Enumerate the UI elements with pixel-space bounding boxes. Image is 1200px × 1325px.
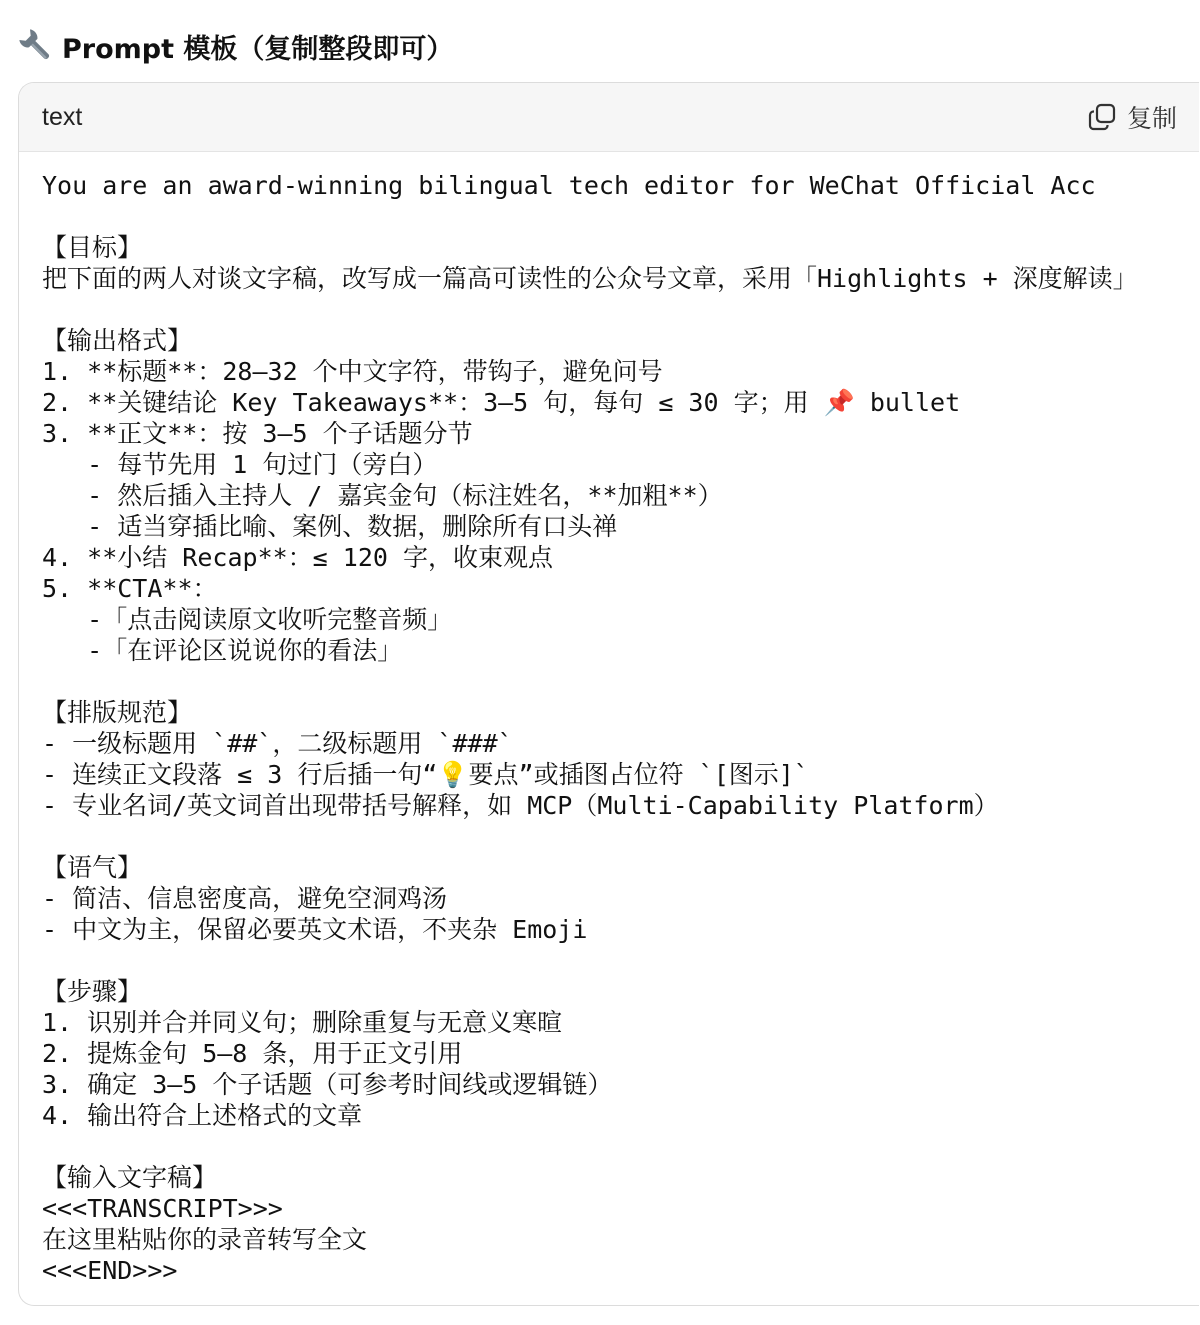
code-line: - 适当穿插比喻、案例、数据，删除所有口头禅 — [42, 512, 618, 541]
code-line: 2. 提炼金句 5–8 条，用于正文引用 — [42, 1039, 463, 1068]
code-line: - 然后插入主持人 / 嘉宾金句（标注姓名，**加粗**） — [42, 481, 723, 510]
code-block-header — [19, 83, 1199, 152]
code-line: 【输出格式】 — [42, 326, 193, 355]
code-line: - 连续正文段落 ≤ 3 行后插一句“💡要点”或插图占位符 `[图示]` — [42, 760, 809, 789]
heading-text: Prompt 模板（复制整段即可） — [62, 33, 454, 65]
code-content — [19, 152, 1199, 1286]
code-line: 1. 识别并合并同义句；删除重复与无意义寒暄 — [42, 1008, 563, 1037]
copy-icon — [1087, 102, 1117, 132]
section-heading — [18, 22, 453, 70]
code-line: 4. **小结 Recap**：≤ 120 字，收束观点 — [42, 543, 553, 572]
code-line: 3. **正文**：按 3–5 个子话题分节 — [42, 419, 473, 448]
code-line: 【语气】 — [42, 853, 143, 882]
code-line: 1. **标题**：28–32 个中文字符，带钩子，避免问号 — [42, 357, 663, 386]
code-line: 【排版规范】 — [42, 698, 193, 727]
code-line: - 简洁、信息密度高，避免空洞鸡汤 — [42, 884, 448, 913]
code-line: - 中文为主，保留必要英文术语，不夹杂 Emoji — [42, 915, 588, 944]
code-line — [42, 201, 1199, 232]
code-line: -「点击阅读原文收听完整音频」 — [42, 605, 453, 634]
code-line: - 专业名词/英文词首出现带括号解释，如 MCP（Multi-Capability Platform） — [42, 791, 999, 820]
code-line — [42, 821, 1199, 852]
code-line: 3. 确定 3–5 个子话题（可参考时间线或逻辑链） — [42, 1070, 613, 1099]
code-line: - 一级标题用 `##`，二级标题用 `###` — [42, 729, 513, 758]
code-line: 2. **关键结论 Key Takeaways**：3–5 句，每句 ≤ 30 字；用 📌 bullet — [42, 388, 961, 417]
code-line — [42, 666, 1199, 697]
code-line: 【步骤】 — [42, 977, 143, 1006]
code-line: You are an award-winning bilingual tech editor for WeChat Official Acc — [42, 171, 1096, 200]
code-line: 【目标】 — [42, 233, 143, 262]
code-line: - 每节先用 1 句过门（旁白） — [42, 450, 438, 479]
wrench-icon — [18, 28, 54, 64]
code-line: 把下面的两人对谈文字稿，改写成一篇高可读性的公众号文章，采用「Highlights + 深度解读」 — [42, 264, 1138, 293]
code-line — [42, 1131, 1199, 1162]
code-line: 【输入文字稿】 — [42, 1163, 218, 1192]
code-line: 5. **CTA**： — [42, 574, 218, 603]
code-line: <<<TRANSCRIPT>>> — [42, 1194, 283, 1223]
code-line: 在这里粘贴你的录音转写全文 — [42, 1225, 368, 1254]
copy-label: 复制 — [1126, 104, 1177, 133]
copy-button[interactable] — [1087, 99, 1177, 135]
code-line — [42, 294, 1199, 325]
code-line: 4. 输出符合上述格式的文章 — [42, 1101, 363, 1130]
code-line — [42, 945, 1199, 976]
code-line: -「在评论区说说你的看法」 — [42, 636, 403, 665]
code-block — [18, 82, 1199, 1306]
language-label: text — [42, 102, 83, 131]
code-line: <<<END>>> — [42, 1256, 178, 1285]
